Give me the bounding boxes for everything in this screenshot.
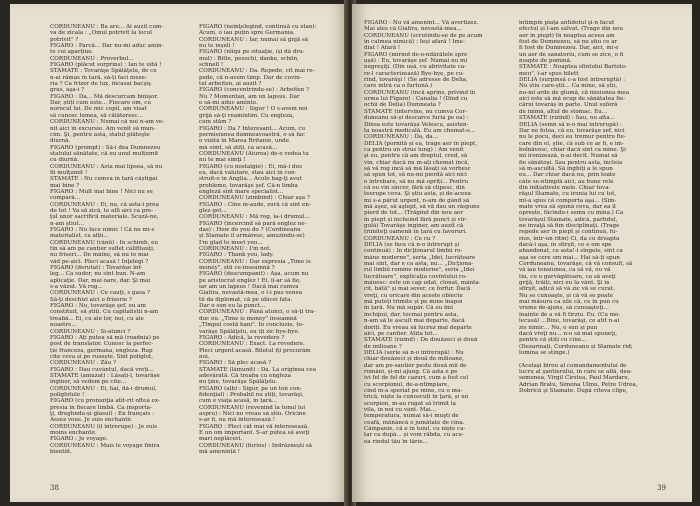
text-line: bolnăvesc, chiar dacă sînt ca mine. Şi	[519, 146, 626, 153]
text-line: fi fost de Dumnezeu. Dar, aici, mi-e	[519, 45, 619, 52]
text-line: vin, chiar dacă nu m-ați chemat încă,	[364, 159, 470, 166]
text-line: presia în fiecare limbă. Ca insporta-	[50, 404, 152, 411]
text-line: ne învaţă să fim disciplinaţi. (Trage	[519, 223, 620, 229]
text-line: CORDUNEANU : Si-atunci ?	[50, 328, 131, 335]
right-page	[352, 4, 692, 502]
text-line: cărui tovarăș în parte. Unul suferă	[519, 102, 618, 109]
text-line: FIGARO : Parcă... Dar nu-mi aduc amin-	[50, 43, 164, 50]
text-line: gulă) Tovarăşe inginer, am auzit că	[364, 223, 464, 229]
text-line: în piept și încheind fără punct și vir-	[364, 216, 468, 223]
text-line: FIGARO : Dau cuvântul, dacă vreți...	[50, 366, 154, 373]
text-line: cu diurnă.	[50, 157, 79, 164]
text-line: Dar o sun eu la punct...	[199, 303, 266, 310]
text-line: potrivit" ?	[50, 36, 79, 43]
text-line: FIGARO : Da... Mă descurcam binişor.	[50, 93, 159, 100]
text-line: struit-o în Anglia... Acolo bag-ţi avut	[199, 176, 302, 183]
left-page-column-2	[199, 24, 340, 464]
text-line: bientôt.	[50, 449, 72, 456]
text-line: CORDUNEANU : Da. Repede, cît mai re-	[199, 68, 315, 75]
text-line: dacă-i aşa, în sfîrşit, ce e om spe	[519, 242, 612, 249]
text-line: STAMATE (rizînd) : De douăzeci și două	[364, 337, 478, 344]
text-line: semenea, Virgil Cîrstea, Paul Mardare,	[519, 375, 630, 382]
text-line: statului sănătate, că eu unul mulțumit	[50, 150, 159, 157]
text-line: STAMATE (intervine, nu cumva Cor-	[364, 108, 468, 115]
text-line: FIGARO : Thank you, lady.	[199, 252, 274, 259]
text-line: n-am știut...	[50, 220, 85, 227]
text-line: FIGARO (alb) : Sigur, pe un ton con-	[199, 385, 302, 392]
text-line: pede, că n-avem timp. Dar de cuvîn-	[199, 74, 302, 81]
text-line: FIGARO (descumpanit) : Aşa, acum nu	[199, 271, 309, 278]
text-line: dar am pe-santier peste două mii de	[364, 362, 467, 369]
text-line: teerupe ceva. Şi știu asta, și de-aceea	[364, 191, 471, 198]
text-line: mă simt, să știți, ca acasă...	[199, 144, 278, 151]
text-line: CORDUNEANU : Proverbul...	[50, 55, 134, 62]
text-line: CORDUNEANU : Până atunci, o să-ți tra-	[199, 309, 316, 316]
text-line: noastre...	[50, 322, 77, 329]
text-line: mă amenință !	[199, 449, 240, 456]
text-line: tiu, cu o gurvăgătoare, ca să aveţi	[519, 273, 616, 280]
text-line: Giafira, nevastă-mea, o l-i pus venea	[199, 290, 303, 297]
left-page	[10, 4, 348, 502]
text-line: moins enchanté.	[50, 430, 97, 436]
text-line: cim. Şi, pentru asta, statul plăteşte	[50, 131, 150, 138]
text-line: chiar douăzeci și două de milioane,	[364, 356, 464, 363]
text-line: oprește, făcîndu-i semn cu mîna.) Ca	[519, 210, 624, 217]
text-line: rios, într-un ritm) Ci, da cu dreapta	[519, 235, 620, 242]
text-line: negreşiţi. (Din ușă, cu abrivitate ca-	[364, 64, 467, 71]
text-line: nu te înșeli !	[199, 43, 235, 50]
text-line: FIGARO : Adică, la revedere ?	[199, 334, 285, 341]
text-line: o întrebare, să nu mă opriți... Pentru	[364, 178, 469, 185]
right-page-column-2	[519, 20, 666, 460]
text-line: CORDUNEANU : Da, da...	[364, 134, 438, 141]
text-line: vreţi, cu oricare din aceste obiecte	[364, 292, 463, 299]
text-line: pe aristocrat englez ! Ei, îi-ar să fie,	[199, 277, 301, 284]
text-line: trimiteţi oamenii în țară cu favoruri.	[364, 229, 467, 236]
text-line: FIGARO : Nu vă amenint... Vă avertizez.	[364, 20, 479, 26]
text-line: pierd de tot... (Trăgînd din nou aer	[364, 210, 464, 217]
text-line: cum stăm ?	[199, 119, 232, 126]
text-line: rul limbii romîne moderne", seria „Idei	[364, 267, 475, 274]
text-line: nu-mi arde de glumă, că misiunea mea	[519, 89, 630, 96]
text-line: CORDUNEANU : Ce cu ?	[364, 235, 436, 242]
text-line: Acum, o iau puțin spre Germania.	[199, 30, 295, 37]
text-line: aplicaţie. Dar, mai oare, dar. Şi mai	[50, 277, 151, 284]
text-line: nu friseri... De mâine, să nu te mai	[50, 252, 149, 259]
text-line: o să-mi aduc aminte.	[199, 100, 258, 107]
text-line: abandonat, ce asta!-i sîngele, sînt ca	[519, 248, 623, 255]
text-line: DELIA (se face că n-o întrerupt și	[364, 242, 460, 249]
text-line: lecusă) ...Bine, tovarăşi, ce atît n-ai	[519, 318, 620, 325]
text-line: de milioane ?	[364, 343, 402, 350]
text-line: de inimă, altul de stomac. Eu...	[519, 108, 608, 115]
text-line: engleză sînt mare specialist...	[199, 188, 284, 195]
text-line: continuă) : În dicţionarul limbii ro-	[364, 248, 463, 255]
text-line: leg... Ca sudor, nu sînt bun. N-am	[50, 271, 146, 278]
text-line: (Dezarmați, Corduneanu și Stamate rîd;	[519, 343, 633, 350]
text-line: CORDUNEANU : Mais le voyage finira	[50, 442, 160, 449]
text-line: Nu ? Momentan, am un lapsus. Dar	[199, 93, 300, 100]
text-line: urma lui Figaro) : Canalia ! (Dînd cu	[364, 96, 468, 103]
text-line: dacă vreţi nu... n-o să mai spuneţi,	[519, 330, 618, 337]
text-line: mai sînt, dar e ca asta, nu... „Dicţiona-	[364, 261, 474, 268]
text-line: Adrian Bratu, Simona Ulmu, Petre Udrea,	[519, 381, 638, 388]
text-line: FIGARO : Nu, tovarăşe şef, eu am	[50, 303, 146, 310]
text-line: CORDUNEANU : Ce cauţi, s gasa ?	[50, 290, 150, 297]
text-line: CORDUNEANU : Numai că noi n-am ve-	[50, 119, 165, 126]
text-line: români, și-mi ajung. Că asta e pe	[364, 368, 458, 375]
text-line: lucru al şantierului, în care se află, dea-	[519, 368, 633, 375]
text-line: trică, nişte la cunoscuți în ţară, și un	[364, 394, 469, 401]
text-line: că eu vin sincer, fără să clipesc, din	[364, 184, 465, 191]
text-line: scorpion, m-au rugat să trimit la	[364, 400, 457, 407]
text-line: STAMATE (lâmunit) : Da. La originea cea	[199, 366, 317, 373]
text-line: pentru că știți cu cine...	[519, 337, 587, 344]
text-line: mai bine ?	[50, 182, 80, 189]
text-line: o vizită în Marea Britanie, unde	[199, 138, 290, 145]
text-line: diat ! Afară !	[364, 45, 401, 52]
text-line: (Acelaşi birou al comandamentului de	[519, 362, 627, 369]
text-line: FIGARO (prompt) : Să-i dea Dumnezeu	[50, 144, 161, 151]
text-line: fii mulţumit !	[50, 169, 88, 176]
text-line: să vă rog încă să mă lăsați să vorbesc	[364, 165, 471, 172]
text-line: FIGARO (nliqu pe situaţie, își dă dru-	[199, 49, 305, 56]
text-line: DELIA (surpinsă c-a fost întreruptă) :	[519, 77, 625, 84]
text-line: CORDUNEANU (scrutindu-se de pe acum	[364, 32, 483, 39]
text-line: de tot ! Va să zică, te afli aici ca pre-	[50, 207, 154, 214]
text-line: cînd m-a speriat pe mine, cu o mu-	[364, 387, 463, 394]
text-line: va de zicala : „Omul potrivit la locul	[50, 30, 152, 37]
text-line: constituit, să știți. Cu capitalistii n-am	[50, 309, 159, 316]
text-line: aspru) : Nici nu vreau să știu. Oricine	[199, 410, 306, 417]
text-line: mari neplăceri.	[199, 436, 243, 443]
page-number-left: 38	[50, 484, 59, 492]
text-line: FIGARO (derutat) : Tovarășe inf-	[50, 265, 143, 272]
text-line: care intră ca o furtună.)	[364, 83, 433, 90]
text-line: Pleci urgent acasă. Biletul îți procurăm	[199, 347, 311, 354]
text-line: Dînsa este tovarășa Velescu, asisten-	[364, 121, 469, 128]
text-line: tovarăşul Stamate, adică, partidul,	[519, 216, 618, 223]
text-line: schnell !	[199, 62, 224, 69]
text-line: mânesc: este un cap udat, clonat, mânta-	[364, 280, 481, 287]
text-line: lumina se stinge.)	[519, 349, 570, 356]
text-line: vă iau tensiunea, ca să vă, eu vă	[519, 267, 611, 274]
text-line: cite ceva și pe rusește. Sînt poliglot,	[50, 353, 154, 360]
text-line: FIGARO : Mult mai bine ! Nici nu se	[50, 188, 153, 195]
text-line: Dar ne fotoa, că eu, tovarăşe șef, nici	[519, 127, 625, 134]
text-line: nu ţine, tovarăşe Spălăţelu.	[199, 379, 278, 386]
text-line: CORDUNEANU (furios) : Îndrăznești să	[199, 442, 313, 449]
text-line: s-a văzut. Vă rog...	[50, 284, 103, 291]
text-line: duneanu să-și descarce furia pe ea) :	[364, 115, 469, 122]
text-line: mai măsura ca zile că, ce în pun cu	[519, 299, 619, 306]
text-line: Dobrică și Stamate. După cîteva clipe,	[519, 387, 628, 394]
text-line: tii da diplomat, că pe obicei fata.	[199, 296, 293, 303]
text-line: eu, dacă valutare, stau aici în con-	[199, 169, 297, 176]
text-line: Nu se cunoaşte, și că vă se poate	[519, 292, 614, 299]
text-line: CORDUNEANU : Mă rog, ia-i drumul...	[199, 214, 310, 221]
text-line: ivi fel de fel de cazuri, cum a fost cel	[364, 375, 469, 382]
text-line: ea rîndul tău în tărie...	[364, 438, 429, 445]
text-line: meu", î-ar spus bilett	[519, 70, 579, 77]
text-line: DELIA (pornită și ea, trage aer în piept,	[364, 140, 477, 147]
text-line: treabă... Ei, cu ale lor, noi, cu ale	[50, 315, 144, 322]
text-line: în calmea nimică) : Ieși afară ! Ime-	[364, 39, 465, 46]
text-line: mă aşez, să aştept, să vă dau un răspuns	[364, 203, 480, 210]
text-line: Să-ţi deschizi aici o frizerie ?	[50, 296, 132, 303]
text-line: CORDUNEANU : Ei, nu, că asta-i prea	[50, 201, 159, 208]
text-line: CORDUNEANU : Ei, hai, dă-i drumul,	[50, 385, 157, 392]
text-line: înainte de a vă fi tîrziu. Eu. (Cu mo-	[519, 311, 621, 318]
text-line: FIGARO (cu nostalgie) : Ei, mă-i dus	[199, 163, 302, 170]
text-line: re-l caracterizează) Bye-bye, pe cu-	[364, 70, 465, 77]
text-line: STAMATE : Tovarăşe Spălăţelu, de ce	[50, 68, 157, 75]
text-line: care din ei, ştie, că sub ce ar fi, e im-	[519, 140, 624, 147]
text-line: aici, pe cantier. Atîta tot...	[364, 330, 438, 337]
text-line: zis nimic... Nu, o sun și pun	[519, 324, 598, 331]
text-line: vila, în noi cu vânt. Mai...	[364, 406, 436, 413]
text-line: câte se-ntîmplă aici, au bune rele	[519, 178, 614, 185]
text-line: mâne moderne", seria „Idei, lucrătoare	[364, 254, 476, 261]
text-line: ţi, dreghndu-și glasul) : En français :	[50, 410, 154, 417]
text-line: fie sănătoși. Sau pentru asta, încleia	[519, 159, 623, 166]
text-line: DELIA (serie să n-o întrerupă) : Nu	[364, 349, 464, 356]
text-line: „Timpul costă bani". În concluzie, to-	[199, 322, 304, 329]
text-line: închipui, dar, tocmai pentru asta,	[364, 311, 459, 318]
text-line: CORDUNEANU : I'm not.	[199, 246, 272, 253]
text-line: STAMATE : Nu cumva în tară câștigai	[50, 176, 158, 183]
text-line: FIGARO : Să plec acasă ?	[199, 360, 272, 367]
text-line: FIGARO : Ați putea să mă (roadnia) pe	[50, 334, 160, 341]
text-line: glez get...	[199, 207, 227, 214]
text-line: grijă să-ţi reamintim. Cu engleza,	[199, 112, 295, 119]
text-line: temperatura, numai să-i muşti de	[364, 413, 459, 420]
text-line: tin să am pe cantier suflet câlifitauţi,	[50, 246, 155, 253]
text-line: mi ironizează, n-ai decît. Numai să	[519, 153, 618, 160]
text-line: şi eu, pentru că am dreptul, cred, să	[364, 153, 468, 160]
text-line: FIGARO : Cine m-aude, zură că sînt en-	[199, 201, 311, 208]
text-line: FIGARO : Pleci cât mai vă interesează.	[199, 423, 309, 430]
text-line: CORDUNEANU : Sigur ! O s-avem noi	[199, 106, 308, 113]
text-line: n-am să le ascult mai departe, dacă	[364, 318, 465, 325]
text-line: norocul lui. De mic copil, am visat	[50, 106, 147, 113]
text-line: cum e viaţa acasă, în țară...	[199, 398, 278, 405]
text-line: varăşe Spălăţelu, eu îți zic bye-bye.	[199, 328, 300, 335]
text-line: sfîrşit, adică să vă zic vă se curat.	[519, 286, 615, 293]
text-line: grijă, trăiți, nici eu la vânt. Şi în	[519, 280, 610, 287]
text-line: CORDUNEANU : Ba are... Ai auzit cum-	[50, 24, 164, 30]
text-line: văd pe-aici. Pleci acasă ! Înţelegi ?	[50, 258, 149, 265]
text-line: nu te mai simţi !	[199, 157, 246, 164]
text-line: permisiunea dumneavoastră, o să fac	[199, 131, 305, 138]
text-line: das) : How do you do ? (Cordineanu	[199, 227, 301, 233]
text-line: ţul unor sacrificii materiale. Scuză-ne,	[50, 214, 159, 221]
text-line: CORDUNEANU (rânii) : În schimb, eu	[50, 239, 159, 246]
text-line: CORDUNEANU (Aiurea) de-o vedea tu	[199, 150, 309, 157]
text-line: materialist, ca alții...	[50, 233, 109, 240]
text-line: poliglotule !	[50, 391, 85, 398]
text-line: în țară. Nu mă supăr. Că eu îmi	[364, 305, 453, 312]
text-line: iar am un lapsus ! Dacă mai cumva	[199, 284, 299, 291]
text-line: probleme, tovarăşe şef. Că-n limba	[199, 182, 298, 189]
text-line: mă puteți trimite și pe mine înapoi	[364, 299, 463, 306]
text-line: FIGARO : Nu face nimic ! Că nu mi-s	[50, 227, 155, 233]
text-line: aer în piept) În noaptea aceea am	[519, 32, 615, 39]
text-line: FIGARO : Da ? Interesant... Acum, cu	[199, 125, 306, 132]
text-line: să m-ascultă. Să înghiți a le spun	[519, 165, 613, 172]
text-line: diurnă.	[50, 138, 71, 145]
text-line: eu... Dar chiar dacă nu, prin toate	[519, 172, 616, 179]
text-line: rînd, tovarăşi ! (Se adresse de Delia,	[364, 77, 468, 84]
text-line: și Stamate il urmăresc, amuzindu-se)	[199, 233, 305, 240]
text-line: răşul Stamate, cu ironia lui cu tot,	[519, 191, 617, 198]
text-line: money", știi ce-înseamnă ?	[199, 265, 275, 272]
text-line: CORDUNEANU (revenind la tonul lui	[199, 404, 306, 411]
right-page-column-1	[364, 20, 511, 460]
text-line: FIGARO (cu pronunţia atit-rit oftea ex-	[50, 398, 160, 405]
text-line: cit, bătă" și mai sever, ce forfur. Dacă	[364, 286, 471, 293]
text-line: doriți. Eu vreau să lucrez mai departe	[364, 324, 472, 331]
text-line: ție franceza, germana, engleza. Rup	[50, 347, 153, 354]
text-line: compară...	[50, 195, 81, 202]
text-line: ochii de Delia) Dumneata ?	[364, 102, 441, 109]
text-line: Câmpanie, că e în toiul, cu niște ca-	[364, 426, 466, 432]
text-line: STAMATE (amuzat) : Lăsați-l, tovarășe	[50, 372, 160, 379]
text-line: E un om important. S-ar putea să aveţi	[199, 430, 310, 436]
text-line: aşa se cere om mai... Hai să-ți spun	[519, 254, 620, 261]
text-line: duc eu. „Time is money" înseamnă	[199, 315, 297, 322]
text-line: adevărată. Că treaba cu engleza	[199, 372, 291, 379]
text-line: inginer, să vedem pe cite...	[50, 379, 127, 386]
text-line: CORDUNEANU : Zău ?	[50, 360, 116, 367]
text-line: STAMATE : Noaptea sfîntului Bartolo-	[519, 64, 627, 71]
text-line: efectul și l-am salvat. (Trage din nou	[519, 26, 623, 33]
text-line: un aer de sanatoriu, cum se zice, o fi	[519, 51, 624, 58]
text-line: fidenţial) : Probabil nu știți, tovarăşi,	[199, 391, 304, 398]
text-line: nu le pocu, deci eu tremur pentru fie-	[519, 134, 626, 141]
text-line: mate vrea să spună ceva, dar ea îl	[519, 203, 616, 210]
text-line: ta noastră medicală. Eu am chemat-o...	[364, 127, 476, 134]
text-line: FIGARO : Je voyage.	[50, 436, 108, 443]
text-line: CORDUNEANU : Exact. La revedere.	[199, 341, 305, 348]
text-line: CORDUNEANU (zîmbind) : Chiar aşa ?	[199, 195, 310, 202]
text-line: ria ? Ca frizer de lux, încasai bacşiş	[50, 81, 151, 88]
text-line: repede aer în piept și continuă, fu-	[519, 229, 618, 236]
text-line: Corduneanu, tovarăşe, că vă consult, să	[519, 261, 633, 268]
text-line: FIGARO (încercind să pară englez ne-	[199, 220, 307, 227]
text-line: noapte de pomină.	[519, 58, 572, 65]
text-line: cu scorpionul, de-a-ntîmplare,	[364, 381, 450, 388]
text-line: ceafă, mănâncă o jumătate de cina.	[364, 419, 465, 426]
text-line: FIGARO (plăcut surprins) : Ian te uită !	[50, 62, 162, 69]
text-line: te cui aparține.	[50, 49, 94, 56]
text-line: nit aici în excursie. Am venit să mun-	[50, 125, 156, 132]
text-line: post de translator. Cunosc la perfec-	[50, 341, 154, 348]
text-line: Assez vous. Je suis enchanté.	[50, 417, 133, 424]
text-line: Mai ales că Giafira, nevastă-mea...	[364, 26, 462, 33]
text-line: din inițiativele mele. Chiar tova-	[519, 184, 611, 191]
text-line: să spun tot, să nu-mi pierdă aici nici	[364, 172, 467, 179]
text-line: ca pentru un strus lung) : Am venit	[364, 146, 464, 153]
text-line: CORDUNEANU : Iar, numai să gnjă să	[199, 36, 309, 43]
page-number-right: 39	[657, 484, 666, 492]
text-line: FIGARO (neinţelegind, continuă cu elan):	[199, 24, 317, 30]
text-line: aici este să mă ocup de sănătatea fie-	[519, 96, 626, 103]
text-line: CORDUNEANU : Asta mai lipsea, să nu	[50, 163, 163, 170]
text-line: s-ar fi, nu mă interesează !	[199, 417, 275, 424]
text-line: ușă) : Eu, tovarăşe șef. Numai nu mi	[364, 58, 468, 65]
text-line: n-ai rămas în tară, să-ți faci mese-	[50, 74, 147, 81]
text-line: mi s-a părut urgent, n-am de gând să	[364, 197, 470, 204]
text-line: fost de Dumnezeu, să nu știu ce ar	[519, 39, 618, 46]
left-page-column-1	[50, 24, 191, 464]
text-line: I'm glad to meet you...	[199, 239, 263, 246]
text-line: mul) : Bitte, pesochi, danke, schön,	[199, 55, 299, 62]
text-line: DELIA (semn să n-o mai întrerupă) :	[519, 121, 622, 128]
text-line: Dar, știți cum este... Fiecare om, cu	[50, 100, 152, 107]
text-line: CORDUNEANU (il întrerupe) : Je suis	[50, 423, 158, 430]
text-line: vreme de-ajuns, să cunoaşteţi...	[519, 305, 609, 312]
text-line: STAMATE (rizînd) : Sau, nu alta...	[519, 115, 615, 122]
text-line: intimpin piața antidotul şi-n facut	[519, 20, 615, 26]
text-line: CORDUNEANU : Dar expresia „Time is	[199, 258, 311, 265]
text-line: noi.	[199, 353, 210, 360]
text-line: FIGARO (concentrindu-se) : Arbeiten ?	[199, 87, 310, 94]
text-line: Nu știu care-știi... Ca mine, să știi,	[519, 83, 618, 90]
text-line: FIGARO (mirind de-o-ndărătele spre	[364, 51, 468, 58]
text-line: tar ca după... și vom răbda, cu ace-	[364, 432, 464, 439]
text-line: mi-a spus că comporta aşa... (Sîm-	[519, 197, 617, 204]
text-line: lucrătoare", explicația cuvîntului ro-	[364, 273, 467, 280]
text-line: gras, aşa-i ?	[50, 87, 85, 94]
text-line: CORDUNEANU (încă aprins, privind în	[364, 89, 476, 96]
text-line: tul arbeiten, ai auzit ?	[199, 81, 262, 88]
text-line: să cunosc lumea, să călătoresc...	[50, 112, 143, 119]
